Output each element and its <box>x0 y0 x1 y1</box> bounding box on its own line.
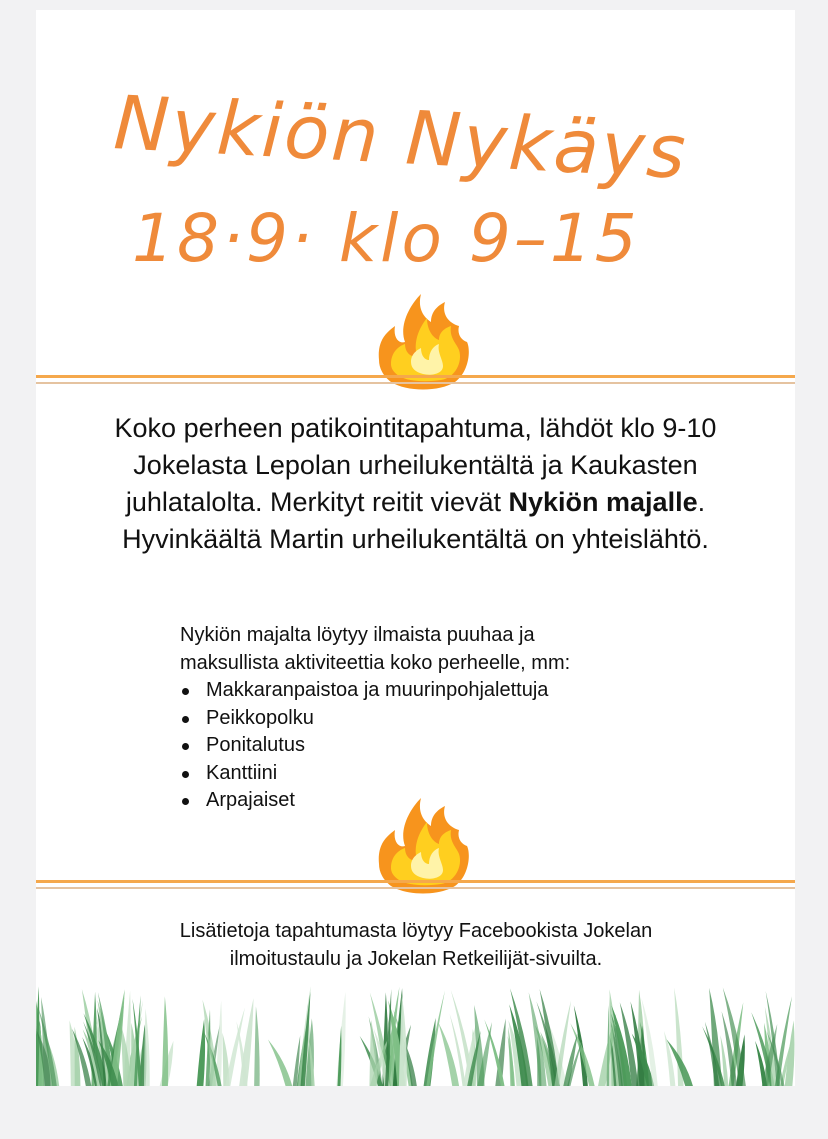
poster <box>36 10 795 1086</box>
more-info-line-1: Lisätietoja tapahtumasta löytyy Facebookista Jokelan <box>179 920 653 942</box>
intro-text-start: Koko perheen patikointitapahtuma, lähdöt klo 9-10 Jokelasta Lepolan urheilukentältä ja Kaukasten juhlatalolta. Merkityt reitit vievät <box>114 413 717 517</box>
list-item: Peikkopolku <box>180 705 720 733</box>
activities-lead-line-1: Nykiön majalta löytyy ilmaista puuhaa ja <box>180 624 535 646</box>
grass-decoration <box>36 985 795 1086</box>
poster-title: Nykiön Nykäys <box>111 80 690 196</box>
intro-paragraph <box>84 410 747 558</box>
list-item: Arpajaiset <box>180 787 720 815</box>
more-info <box>96 917 736 973</box>
intro-text-end: . Hyvinkäältä Martin urheilukentältä on yhteislähtö. <box>122 487 709 554</box>
divider-top <box>36 375 795 389</box>
list-item: Makkaranpaistoa ja muurinpohjalettuja <box>180 677 720 705</box>
event-date: 18·9· klo 9–15 <box>132 200 640 277</box>
more-info-line-2: ilmoitustaulu ja Jokelan Retkeilijät-sivuilta. <box>229 948 603 970</box>
poster-title-block <box>36 80 795 277</box>
list-item: Kanttiini <box>180 760 720 788</box>
list-item: Ponitalutus <box>180 732 720 760</box>
divider-bottom <box>36 880 795 894</box>
intro-bold-location: Nykiön majalle <box>508 487 698 517</box>
activities-lead-line-2: maksullista aktiviteettia koko perheelle, mm: <box>180 651 571 674</box>
